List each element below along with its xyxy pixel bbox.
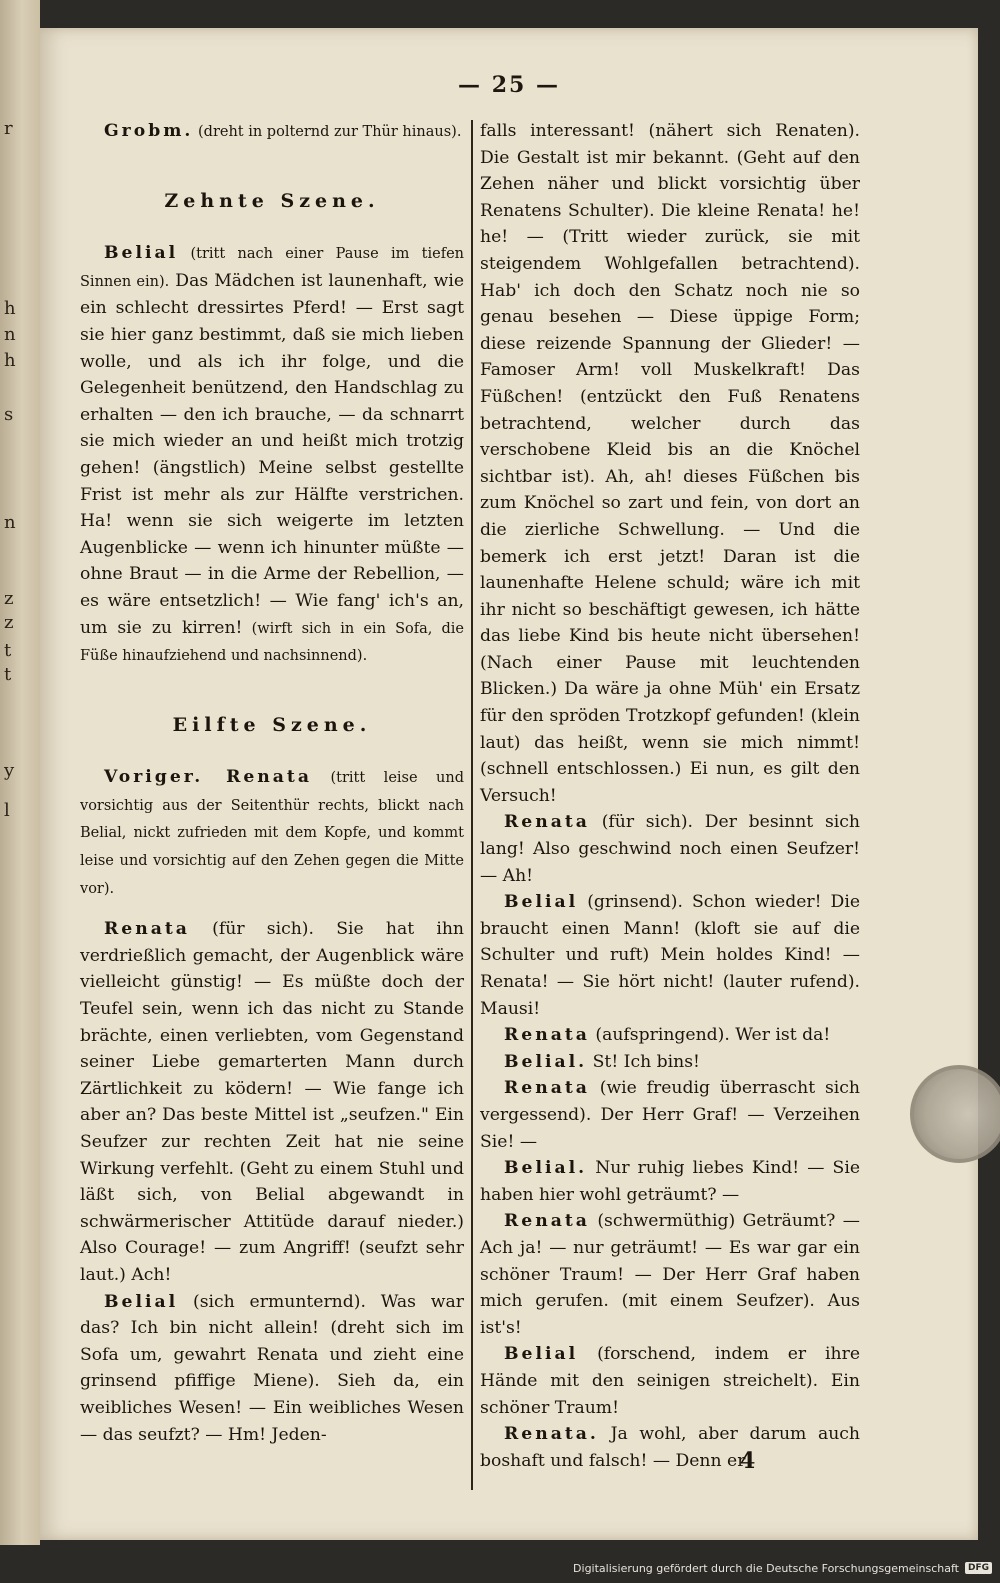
edge-glyph: r: [4, 118, 13, 139]
dialogue-text: (aufspringend). Wer ist da!: [589, 1025, 831, 1046]
dialogue-text: (wie freudig überrascht sich vergessend). Der Herr Graf! — Verzeihen Sie! —: [480, 1078, 860, 1152]
speaker-name: Belial: [504, 1344, 579, 1365]
edge-glyph: l: [4, 800, 10, 821]
edge-glyph: h: [4, 298, 16, 319]
speaker-name: Voriger. Renata: [104, 767, 313, 788]
edge-glyph: z: [4, 588, 14, 609]
left-page-edge: [0, 0, 40, 1545]
stage-direction: (dreht in polternd zur Thür hinaus).: [193, 124, 462, 140]
dfg-logo-icon: DFG: [965, 1562, 992, 1574]
footer: [573, 1557, 992, 1579]
dialogue-text: falls interessant! (nähert sich Renaten). Die Gestalt ist mir bekannt. (Geht auf den Zehen näher und blickt vorsichtig über Renatens Schulter). Die kleine Renata! he! he! — (Tritt wieder zurück, sie mit steigendem Wohlgefallen betrachtend). Hab' ich doch den Schatz noch nie so genau besehen — Diese üppige Form; diese reizende Spannung der Glieder! — Famoser Arm! voll Muskelkraft! Das Füßchen! (entzückt den Fuß Renatens betrachtend, welcher durch das verschobene Kleid bis an die Knöchel sichtbar ist). Ah, ah! dieses Füßchen bis zum Knöchel so zart und fein, von dort an die zierliche Schwellung. — Und die bemerk ich erst jetzt! Daran ist die launenhafte Helene schuld; wäre ich mit ihr nicht so beschäftigt gewesen, ich hätte das liebe Kind bis heute nicht übersehen! (Nach einer Pause mit leuchtenden Blicken.) Da wäre ja ohne Müh' ein Ersatz für den spröden Trotzkopf gefunden! (klein laut) das heißt, wenn sie mich nimmt! (schnell entschlossen.) Ei nun, es gilt den Versuch!: [480, 121, 860, 806]
edge-glyph: n: [4, 324, 16, 345]
dialogue-text: (sich ermunternd). Was war das? Ich bin nicht allein! (dreht sich im Sofa um, gewahrt Renata und zieht eine grinsend pfiffige Miene). Sieh da, ein weibliches Wesen! — Ein weibliches Wesen — das seufzt? — Hm! Jeden-: [80, 1291, 464, 1445]
dialogue-text: (forschend, indem er ihre Hände mit den seinigen streichelt). Ein schöner Traum!: [480, 1344, 860, 1418]
left-column: [80, 118, 464, 1448]
dialogue-text: (schwermüthig) Geträumt? — Ach ja! — nur geträumt! — Es war gar ein schöner Traum! — Der Herr Graf haben mich gerufen. (mit einem Seufzer). Aus ist's!: [480, 1211, 860, 1338]
paragraph: [80, 1289, 464, 1449]
paragraph: [480, 1075, 860, 1155]
paragraph: [480, 1341, 860, 1421]
edge-glyph: n: [4, 512, 16, 533]
paragraph: [480, 889, 860, 1022]
speaker-name: Belial: [104, 1291, 179, 1312]
page-clip: [910, 1065, 1000, 1163]
speaker-name: Belial.: [504, 1158, 588, 1179]
dialogue-text: (grinsend). Schon wieder! Die braucht einen Mann! (kloft sie auf die Schulter und ruft) Mein holdes Kind! — Renata! — Sie hört nicht! (lauter rufend). Mausi!: [480, 892, 860, 1019]
speaker-name: Renata: [504, 1025, 590, 1046]
paragraph: [480, 118, 860, 809]
dialogue-text: St! Ich bins!: [587, 1051, 700, 1072]
page-number: — 25 —: [458, 72, 560, 98]
stage-direction: (tritt nach einer Pause im tiefen Sinnen ein).: [80, 246, 464, 290]
stage-direction: (tritt leise und vorsichtig aus der Seitenthür rechts, blickt nach Belial, nickt zufrieden mit dem Kopfe, und kommt leise und vorsichtig auf den Zehen gegen die Mitte vor).: [80, 770, 465, 897]
dialogue-text: (für sich). Sie hat ihn verdrießlich gemacht, der Augenblick wäre vielleicht günstig! — Es müßte doch der Teufel sein, wenn ich das nicht zu Stande brächte, einen verliebten, vom Gegenstand seiner Liebe gemarterten Mann durch Zärtlichkeit zu ködern! — Wie fange ich aber an? Das beste Mittel ist „seufzen." Ein Seufzer zur rechten Zeit hat nie seine Wirkung verfehlt. (Geht zu einem Stuhl und läßt sich, von Belial abgewandt in schwärmerischer Attitüde darauf nieder.) Also Courage! — zum Angriff! (seufzt sehr laut.) Ach!: [80, 919, 464, 1285]
dialogue-text: Nur ruhig liebes Kind! — Sie haben hier wohl geträumt? —: [480, 1158, 860, 1205]
edge-glyph: y: [4, 760, 15, 781]
dialogue-text: (für sich). Der besinnt sich lang! Also geschwind noch einen Seufzer! — Ah!: [480, 812, 860, 886]
signature-mark: 4: [740, 1448, 756, 1474]
dialogue-text: Ja wohl, aber darum auch boshaft und falsch! — Denn er: [480, 1424, 860, 1471]
speaker-name: Renata: [104, 919, 190, 940]
edge-glyph: t: [4, 664, 12, 685]
right-column: [480, 118, 860, 1474]
footer-credit: Digitalisierung gefördert durch die Deutsche Forschungsgemeinschaft: [573, 1561, 959, 1575]
edge-glyph: z: [4, 612, 14, 633]
scene-heading: Zehnte Szene.: [164, 189, 380, 212]
paragraph: [480, 1155, 860, 1208]
speaker-name: Renata.: [504, 1424, 599, 1445]
edge-glyph: h: [4, 350, 16, 371]
column-divider: [471, 120, 473, 1490]
paragraph: [480, 1049, 860, 1076]
speaker-name: Renata: [504, 1078, 590, 1099]
stage-direction: (wirft sich in ein Sofa, die Füße hinaufziehend und nachsinnend).: [80, 620, 464, 665]
edge-glyph: s: [4, 404, 14, 425]
scene-heading: Eilfte Szene.: [172, 713, 372, 736]
paragraph: [80, 118, 464, 146]
speaker-name: Belial: [104, 243, 179, 264]
speaker-name: Renata: [504, 812, 590, 833]
speaker-name: Grobm.: [104, 121, 194, 141]
edge-glyph: t: [4, 640, 12, 661]
paragraph: [480, 1208, 860, 1341]
speaker-name: Belial: [504, 892, 579, 913]
speaker-name: Belial.: [504, 1051, 588, 1072]
paragraph: [80, 240, 464, 670]
dialogue-text: Das Mädchen ist launenhaft, wie ein schlecht dressirtes Pferd! — Erst sagt sie hier ganz bestimmt, daß sie mich lieben wolle, und als ich ihr folge, und die Gelegenheit benützend, den Handschlag zu erhalten — den ich brauche, — da schnarrt sie mich wieder an und heißt mich trotzig gehen! (ängstlich) Meine selbst gestellte Frist ist mehr als zur Hälfte verstrichen. Ha! wenn sie sich weigerte im letzten Augenblicke — wenn ich hinunter müßte — ohne Braut — in die Arme der Rebellion, — es wäre entsetzlich! — Wie fang' ich's an, um sie zu kirren!: [80, 270, 464, 638]
paragraph: [480, 809, 860, 889]
paragraph: [80, 764, 464, 902]
paragraph: [480, 1421, 860, 1474]
speaker-name: Renata: [504, 1211, 590, 1232]
paragraph: [480, 1022, 860, 1049]
book-page: [40, 28, 978, 1540]
paragraph: [80, 916, 464, 1288]
